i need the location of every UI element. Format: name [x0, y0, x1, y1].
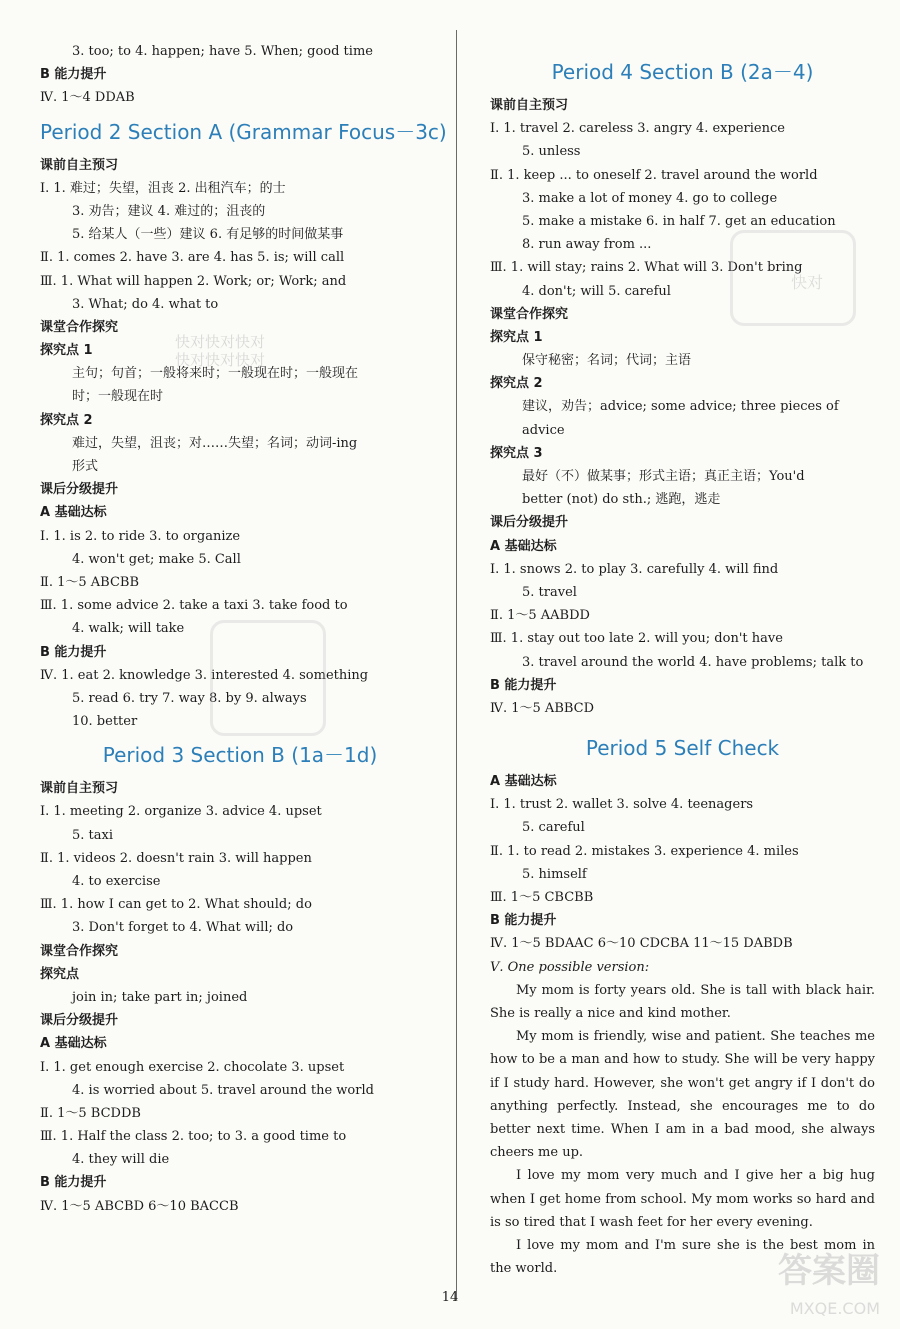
answer-line: Ⅱ. 1. videos 2. doesn't rain 3. will happen [40, 850, 312, 866]
section-label: 课后分级提升 [490, 515, 569, 531]
answer-line: 形式 [72, 459, 99, 474]
section-label: B 能力提升 [40, 644, 107, 660]
answer-line: 4. don't; will 5. careful [522, 283, 671, 299]
answer-line: 3. Don't forget to 4. What will; do [72, 920, 294, 936]
answer-line: Ⅱ. 1. keep ... to oneself 2. travel around the world [490, 167, 818, 183]
answer-line: Ⅲ. 1. some advice 2. take a taxi 3. take food to [40, 598, 348, 614]
answer-line: 4. is worried about 5. travel around the world [72, 1082, 374, 1098]
answer-line: 3. What; do 4. what to [72, 296, 219, 312]
answer-line: 5. taxi [72, 827, 113, 843]
answer-line: 4. they will die [72, 1152, 170, 1168]
section-label: 课前自主预习 [490, 98, 569, 113]
section-label: B 能力提升 [490, 913, 557, 929]
answer-line: Ⅳ. 1. eat 2. knowledge 3. interested 4. something [40, 667, 369, 683]
answer-line: Ⅰ. 1. meeting 2. organize 3. advice 4. upset [40, 804, 322, 820]
section-label: 探究点 3 [490, 445, 543, 461]
answer-line: Ⅳ. 1～5 ABCBD 6～10 BACCB [40, 1198, 239, 1214]
answer-line: advice [522, 422, 565, 438]
section-label: B 能力提升 [40, 67, 107, 83]
answer-line: 建议，劝告；advice; some advice; three pieces of [522, 399, 839, 415]
brand-watermark: 答案圈 MXQE.COM [778, 1251, 880, 1318]
answer-line: Ⅲ. 1. What will happen 2. Work; or; Work; and [40, 273, 347, 289]
section-label: 课前自主预习 [40, 157, 119, 173]
section-label: 课后分级提升 [40, 482, 119, 498]
section-label: 探究点 2 [490, 376, 543, 392]
period-2-title: Period 2 Section A (Grammar Focus－3c) [40, 119, 447, 144]
section-label: 课前自主预习 [40, 781, 119, 797]
stamp-watermark: 快对快对快对 快对快对快对 [175, 333, 266, 369]
answer-line: 3. 劝告；建议 4. 难过的；沮丧的 [72, 203, 266, 219]
answer-line: Ⅲ. 1. stay out too late 2. will you; don't have [490, 631, 783, 647]
section-label: 课堂合作探究 [490, 306, 569, 322]
section-label: B 能力提升 [490, 677, 557, 693]
answer-line: 5. make a mistake 6. in half 7. get an education [522, 213, 836, 229]
section-label: 课后分级提升 [40, 1013, 119, 1029]
column-divider [456, 30, 457, 1300]
section-label: A 基础达标 [40, 1036, 107, 1052]
answer-line: Ⅱ. 1～5 ABCBB [40, 574, 140, 590]
answer-line: Ⅳ. 1～5 ABBCD [490, 700, 595, 716]
answer-line: Ⅰ. 1. snows 2. to play 3. carefully 4. will find [490, 561, 779, 577]
answer-line: Ⅲ. 1. Half the class 2. too; to 3. a good time to [40, 1129, 347, 1145]
answer-line: Ⅱ. 1. to read 2. mistakes 3. experience 4. miles [490, 843, 799, 859]
section-label: B 能力提升 [40, 1175, 107, 1191]
section-label: 课堂合作探究 [40, 943, 119, 959]
section-label: 探究点 [40, 966, 80, 982]
answer-line: 3. travel around the world 4. have problems; talk to [522, 654, 864, 670]
essay-paragraph: I love my mom and I'm sure she is the best mom in the world. [490, 1237, 875, 1277]
answer-line: 难过，失望，沮丧；对……失望；名词；动词-ing [72, 435, 358, 451]
answer-line: 3. make a lot of money 4. go to college [522, 190, 778, 206]
answer-line: 5. himself [522, 866, 587, 882]
answer-line: 5. travel [522, 584, 577, 600]
answer-line: 8. run away from ... [522, 237, 652, 253]
answer-line: 最好（不）做某事；形式主语；真正主语；You'd [522, 469, 805, 484]
section-label: 探究点 1 [490, 329, 543, 345]
answer-line: Ⅰ. 1. trust 2. wallet 3. solve 4. teenagers [490, 797, 754, 813]
answer-line: Ⅲ. 1～5 CBCBB [490, 890, 594, 905]
answer-line: Ⅱ. 1～5 AABDD [490, 608, 590, 624]
answer-line: Ⅲ. 1. will stay; rains 2. What will 3. Don't bring [490, 260, 803, 276]
answer-line: Ⅱ. 1. comes 2. have 3. are 4. has 5. is; will call [40, 250, 345, 266]
section-label: 探究点 2 [40, 412, 93, 428]
answer-line: 时；一般现在时 [72, 389, 164, 405]
answer-line: 主句；句首；一般将来时；一般现在时；一般现在 [72, 366, 359, 382]
section-label: 课堂合作探究 [40, 319, 119, 335]
section-label: 探究点 1 [40, 343, 93, 359]
answer-line: better (not) do sth.; 逃跑，逃走 [522, 492, 721, 508]
watermark-logo [210, 620, 326, 736]
answer-line: Ⅱ. 1～5 BCDDB [40, 1105, 141, 1121]
answer-line: 5. careful [522, 820, 585, 836]
answer-line: 4. walk; will take [72, 621, 185, 637]
answer-line: 5. read 6. try 7. way 8. by 9. always [72, 690, 307, 706]
answer-line: Ⅳ. 1～5 BDAAC 6～10 CDCBA 11～15 DABDB [490, 936, 793, 952]
period-3-title: Period 3 Section B (1a－1d) [102, 743, 378, 768]
answer-line: 3. too; to 4. happen; have 5. When; good time [72, 44, 373, 59]
answer-line: Ⅴ. One possible version: [490, 959, 650, 975]
answer-line: 4. won't get; make 5. Call [72, 551, 241, 567]
period-4-title: Period 4 Section B (2a－4) [551, 60, 814, 84]
essay-paragraph: I love my mom very much and I give her a big hug when I get home from school. My mom works so hard and is so tired that I wash feet for her every evening. [490, 1168, 875, 1230]
essay-paragraph: My mom is friendly, wise and patient. She teaches me how to be a man and how to study. She will be very happy if I study hard. However, she won't get angry if I don't do anything perfectly. Instead, she encourages me to do better next time. When I am in a bad mood, she always cheers me up. [490, 1029, 875, 1161]
period-5-title: Period 5 Self Check [585, 736, 780, 761]
answer-line: Ⅲ. 1. how I can get to 2. What should; do [40, 897, 312, 913]
section-label: A 基础达标 [40, 505, 107, 521]
section-label: A 基础达标 [490, 538, 557, 554]
answer-line: 10. better [72, 714, 138, 730]
answer-line: Ⅰ. 1. travel 2. careless 3. angry 4. experience [490, 121, 785, 137]
answer-line: Ⅰ. 1. is 2. to ride 3. to organize [40, 528, 241, 544]
answer-line: 4. to exercise [72, 874, 161, 889]
page-number: 14 [441, 1290, 459, 1305]
answer-line: Ⅳ. 1～4 DDAB [40, 90, 135, 106]
answer-line: 保守秘密；名词；代词；主语 [522, 353, 692, 369]
watermark-logo: 快对 [730, 230, 856, 326]
answer-line: 5. 给某人（一些）建议 6. 有足够的时间做某事 [72, 227, 344, 243]
answer-line: Ⅰ. 1. get enough exercise 2. chocolate 3. upset [40, 1059, 345, 1075]
answer-line: 5. unless [522, 144, 581, 160]
answer-line: join in; take part in; joined [72, 989, 248, 1005]
section-label: A 基础达标 [490, 774, 557, 790]
answer-line: Ⅰ. 1. 难过；失望，沮丧 2. 出租汽车；的士 [40, 180, 286, 196]
essay-paragraph: My mom is forty years old. She is tall with black hair. She is really a nice and kind mother. [490, 982, 875, 1021]
